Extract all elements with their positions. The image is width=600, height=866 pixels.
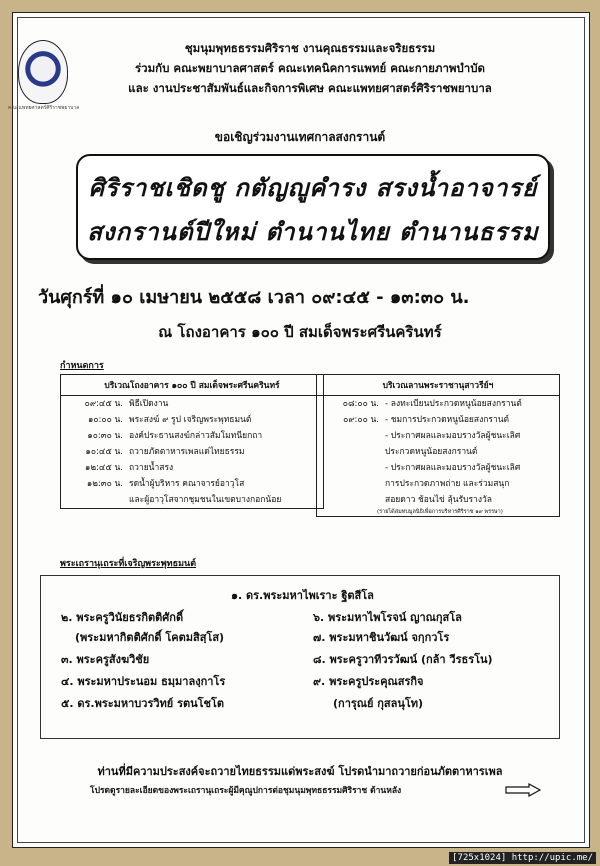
monk-item: ๔. พระมหาประนอม ธมฺมาลงฺกาโร — [61, 675, 226, 688]
schedule-time — [61, 492, 129, 508]
schedule-time — [317, 492, 385, 508]
monk-item: ๑. ดร.พระมหาไพเราะ ฐิตสีโล — [231, 589, 374, 602]
schedule-right — [316, 374, 560, 517]
schedule-desc: ประกวดหนูน้อยสงกรานต์ — [385, 447, 478, 457]
schedule-desc: รดน้ำผู้บริหาร คณาจารย์อาวุโส — [129, 479, 245, 489]
schedule-row — [317, 444, 559, 460]
header-line-2: ร่วมกับ คณะพยาบาลศาสตร์ คณะเทคนิคการแพทย์ คณะกายภาพบำบัด — [134, 61, 486, 75]
schedule-desc: สอยดาว ช้อนไข่ ลุ้นรับรางวัล — [385, 495, 492, 505]
schedule-row — [61, 396, 323, 412]
schedule-desc: - ประกาศผลและมอบรางวัลผู้ชนะเลิศ — [385, 431, 521, 441]
title-line-1: ศิริราชเชิดชู กตัญญูคำรง สรงน้ำอาจารย์ — [88, 174, 538, 202]
title-line-2: สงกรานต์ปีใหม่ ตำนานไทย ตำนานธรรม — [87, 218, 539, 246]
schedule-row — [317, 476, 559, 492]
schedule-note: (รายได้สมทบมูลนิธิเพื่อการบริหารศิริราช ๑๙ พรรษา) — [377, 509, 503, 515]
monk-item: ๒. พระครูวินัยธรกิตติศักดิ์ — [61, 611, 184, 624]
schedule-row — [61, 476, 323, 492]
schedule-desc: - ชมการประกวดหนูน้อยสงกรานต์ — [385, 415, 510, 425]
schedule-desc: - ประกาศผลและมอบรางวัลผู้ชนะเลิศ — [385, 463, 521, 473]
monk-item: ๘. พระครูวาทีวรวัฒน์ (กล้า วีรธรโน) — [313, 653, 493, 666]
schedule-row — [61, 444, 323, 460]
schedule-time: ๑๒:๔๕ น. — [85, 463, 123, 473]
title-box — [76, 154, 550, 260]
event-venue: ณ โถงอาคาร ๑๐๐ ปี สมเด็จพระศรีนครินทร์ — [158, 323, 442, 341]
siriraj-logo-icon — [18, 40, 68, 104]
schedule-desc: - ลงทะเบียนประกวดหนูน้อยสงกรานต์ — [385, 399, 522, 409]
watermark: [725x1024] http://upic.me/ — [449, 852, 596, 864]
schedule-row — [61, 460, 323, 476]
footer-offering-note: ท่านที่มีความประสงค์จะถวายไทยธรรมแด่พระสงฆ์ โปรดนำมาถวายก่อนภัตตาหารเพล — [97, 765, 503, 778]
schedule-time — [317, 428, 385, 444]
schedule-desc: พิธีเปิดงาน — [129, 399, 169, 409]
schedule-right-heading: บริเวณลานพระราชานุสาวรีย์ฯ — [317, 375, 559, 396]
schedule-row — [61, 428, 323, 444]
footer-see-back-note: โปรดดูรายละเอียดของพระเถรานุเถระผู้มีคุณูปการต่อชุมนุมพุทธธรรมศิริราช ด้านหลัง — [90, 786, 402, 796]
monks-box — [40, 575, 560, 739]
schedule-time: ๐๙:๐๐ น. — [343, 415, 379, 425]
schedule-row — [317, 412, 559, 428]
invite-text: ขอเชิญร่วมงานเทศกาลสงกรานต์ — [214, 130, 386, 144]
schedule-desc: การประกวดภาพถ่าย และร่วมสนุก — [385, 479, 510, 489]
logo-caption: คณะแพทยศาสตร์ศิริราชพยาบาล — [8, 105, 80, 111]
monks-label: พระเถรานุเถระที่เจริญพระพุทธมนต์ — [60, 559, 197, 569]
monk-item: ๕. ดร.พระมหาบวรวิทย์ รตนโชโต — [61, 697, 225, 710]
schedule-desc: ถวายน้ำสรง — [129, 463, 174, 473]
schedule-row — [317, 460, 559, 476]
schedule-row — [317, 492, 559, 508]
schedule-time: ๑๐:๐๐ น. — [87, 415, 123, 425]
arrow-right-icon — [505, 783, 541, 797]
event-date: วันศุกร์ที่ ๑๐ เมษายน ๒๕๕๘ เวลา ๐๙:๔๕ - ๑๓:๓๐ น. — [38, 287, 470, 308]
monk-item: ๖. พระมหาไพโรจน์ ญาณกุสโล — [313, 611, 462, 624]
schedule-desc: และผู้อาวุโสจากชุมชนในเขตบางกอกน้อย — [129, 495, 282, 505]
schedule-time — [317, 444, 385, 460]
schedule-left — [60, 374, 324, 509]
schedule-time: ๐๘:๐๐ น. — [342, 399, 379, 409]
schedule-time: ๐๙:๔๕ น. — [84, 399, 123, 409]
schedule-row — [61, 492, 323, 508]
schedule-desc: พระสงฆ์ ๙ รูป เจริญพระพุทธมนต์ — [129, 415, 252, 425]
schedule-left-heading: บริเวณโถงอาคาร ๑๐๐ ปี สมเด็จพระศรีนครินทร์ — [61, 375, 323, 396]
schedule-time — [317, 476, 385, 492]
monk-item: ๗. พระมหาชินวัฒน์ จกฺกวโร — [313, 631, 450, 644]
schedule-desc: องค์ประธานสงฆ์กล่าวสัมโมทนียกถา — [129, 431, 263, 441]
schedule-row — [317, 396, 559, 412]
schedule-row — [61, 412, 323, 428]
monk-item: ๙. พระครูประคุณสรกิจ — [313, 675, 424, 688]
monk-item: ๓. พระครูสังฆวิชัย — [61, 653, 150, 666]
schedule-time: ๑๒:๓๐ น. — [86, 479, 123, 489]
schedule-time — [317, 460, 385, 476]
schedule-time: ๑๐:๓๐ น. — [87, 431, 123, 441]
schedule-row — [317, 428, 559, 444]
monk-item: (พระมหากิตติศักดิ์ โคตมสิสฺโส) — [75, 631, 225, 644]
schedule-desc: ถวายภัตตาหารเพลแด่ไทยธรรม — [129, 447, 245, 457]
schedule-time: ๑๐:๔๕ น. — [85, 447, 123, 457]
schedule-label: กำหนดการ — [60, 361, 104, 371]
monk-item: (การุณย์ กุสลนุโท) — [333, 697, 424, 710]
header-line-1: ชุมนุมพุทธธรรมศิริราช งานคุณธรรมและจริยธรรม — [184, 41, 436, 55]
header-line-3: และ งานประชาสัมพันธ์และกิจการพิเศษ คณะแพทยศาสตร์ศิริราชพยาบาล — [128, 81, 492, 95]
